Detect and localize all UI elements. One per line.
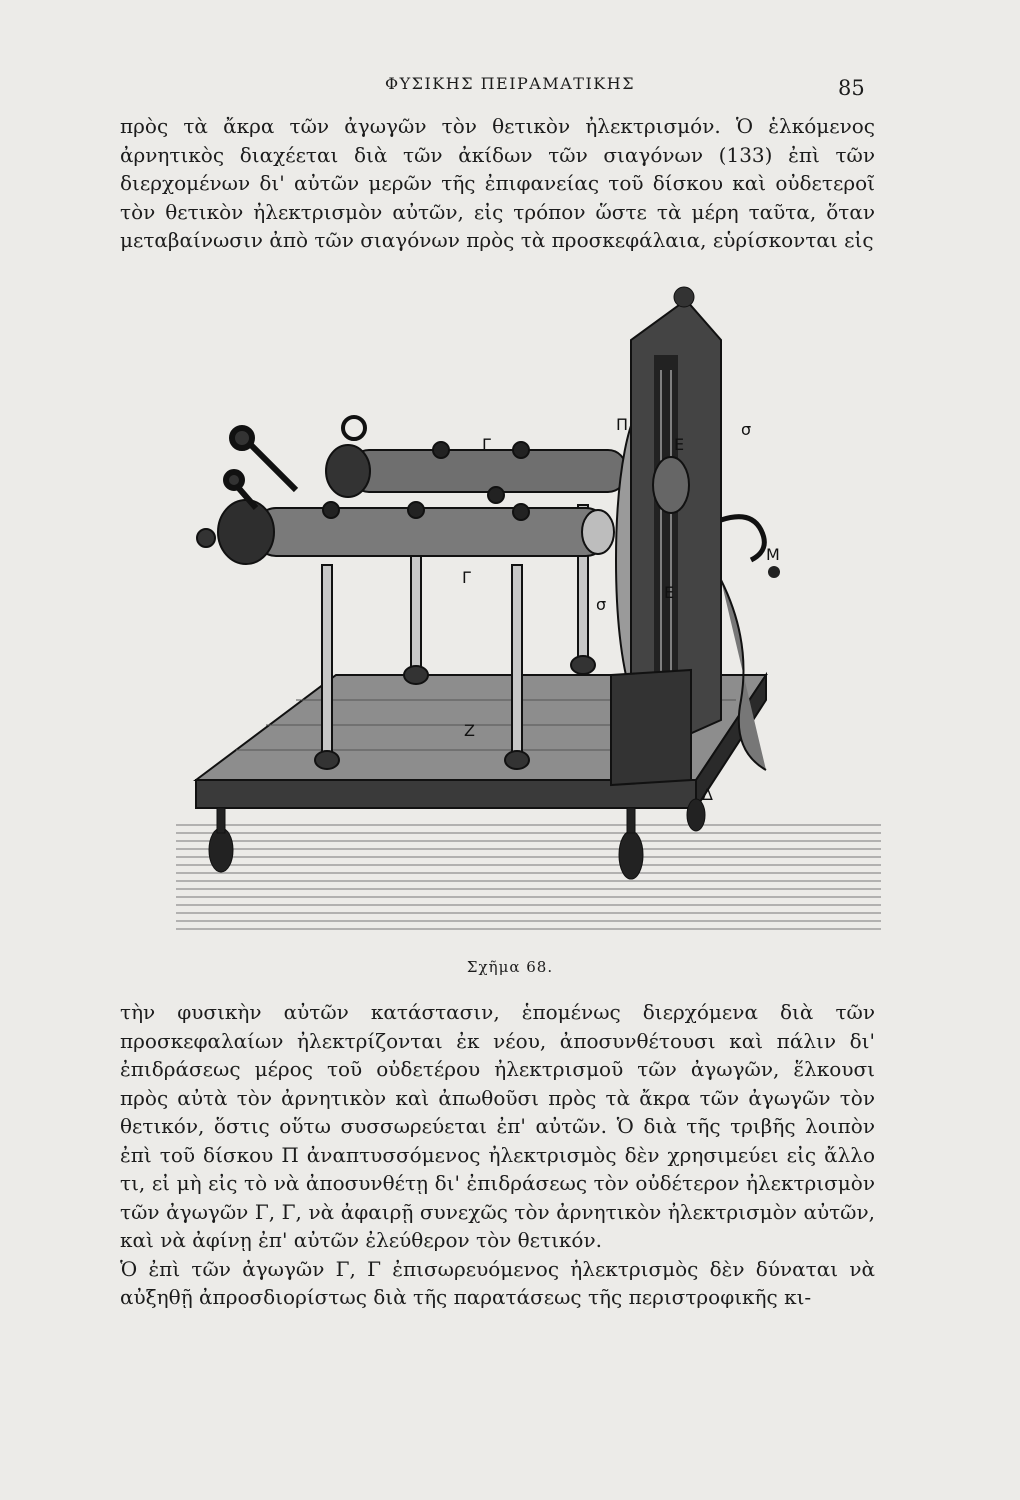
discharger-rods	[226, 428, 296, 508]
running-title: ΦΥΣΙΚΗΣ ΠΕΙΡΑΜΑΤΙΚΗΣ	[384, 74, 636, 93]
label-crank: Μ	[766, 545, 780, 564]
paragraph: τὴν φυσικὴν αὐτῶν κατάστασιν, ἑπομένως διερχόμενα διὰ τῶν προσκεφαλαίων ἠλεκτρίζονται ἐκ νέου, ἀποσυνθέτουσι καὶ πάλιν δι' ἐπιδράσεως μέρος τοῦ οὐδετέρου ἠλεκτρισμοῦ τῶν ἀγωγῶν, ἕλκουσι πρὸς αὐτὰ τὸν ἀρνητικὸν καὶ ἀπωθοῦσι πρὸς τὰ ἄκρα τῶν ἀγωγῶν τὸν θετικόν, ὅστις οὕτω συσσωρεύεται ἐπ' αὐτῶν. Ὁ διὰ τῆς τριβῆς λοιπὸν ἐπὶ τοῦ δίσκου Π ἀναπτυσσόμενος ἠλεκτρισμὸς δὲν χρησιμεύει εἰς ἄλλο τι, εἰ μὴ εἰς τὸ νὰ ἀποσυνθέτῃ δι' ἐπιδράσεως τὸν οὐδέτερον ἠλεκτρισμὸν τῶν ἀγωγῶν Γ, Γ, νὰ ἀφαιρῇ συνεχῶς τὸν ἀρνητικὸν ἠλεκτρισμὸν αὐτῶν, καὶ νὰ ἀφίνῃ ἐπ' αὐτῶν ἐλεύθερον τὸν θετικόν.	[120, 1000, 875, 1252]
label-cushion-lower: Ε	[664, 583, 675, 602]
label-base: Z	[464, 721, 475, 740]
figure-caption: Σχῆμα 68.	[466, 958, 554, 976]
label-conductor-lower: Γ	[462, 568, 471, 587]
paragraph: πρὸς τὰ ἄκρα τῶν ἀγωγῶν τὸν θετικὸν ἠλεκτρισμόν. Ὁ ἑλκόμενος ἀρνητικὸς διαχέεται διὰ τῶν ἀκίδων τῶν σιαγόνων (133) ἐπὶ τῶν διερχομένων δι' αὐτῶν μερῶν τῆς ἐπιφανείας τοῦ δίσκου καὶ οὐδετεροῖ τὸν θετικὸν ἠλεκτρισμὸν αὐτῶν, εἰς τρόπον ὥστε τὰ μέρη ταῦτα, ὅταν μεταβαίνωσιν ἀπὸ τῶν σιαγόνων πρὸς τὰ προσκεφάλαια, εὑρίσκονται εἰς	[120, 114, 875, 252]
page-number: 85	[838, 76, 865, 100]
label-foot: Δ	[702, 785, 713, 804]
electrostatic-machine-figure	[176, 280, 881, 940]
body-text-top	[120, 112, 875, 255]
body-text-bottom	[120, 998, 875, 1312]
conductor-upper	[326, 415, 629, 503]
conductor-lower	[197, 500, 614, 564]
floor-shading	[176, 825, 881, 929]
paragraph: Ὁ ἐπὶ τῶν ἀγωγῶν Γ, Γ ἐπισωρευόμενος ἠλεκτρισμὸς δὲν δύναται νὰ αὐξηθῇ ἀπροσδιορίστως διὰ τῆς παρατάσεως τῆς περιστροφικῆς κι-	[120, 1256, 875, 1309]
feet	[209, 799, 705, 879]
label-disc: Π	[616, 415, 629, 434]
label-jaw-lower: σ	[596, 595, 607, 614]
label-jaw-upper: σ	[741, 420, 752, 439]
label-cushion-upper: Ε	[674, 435, 685, 454]
label-conductor-upper: Γ	[482, 435, 491, 454]
